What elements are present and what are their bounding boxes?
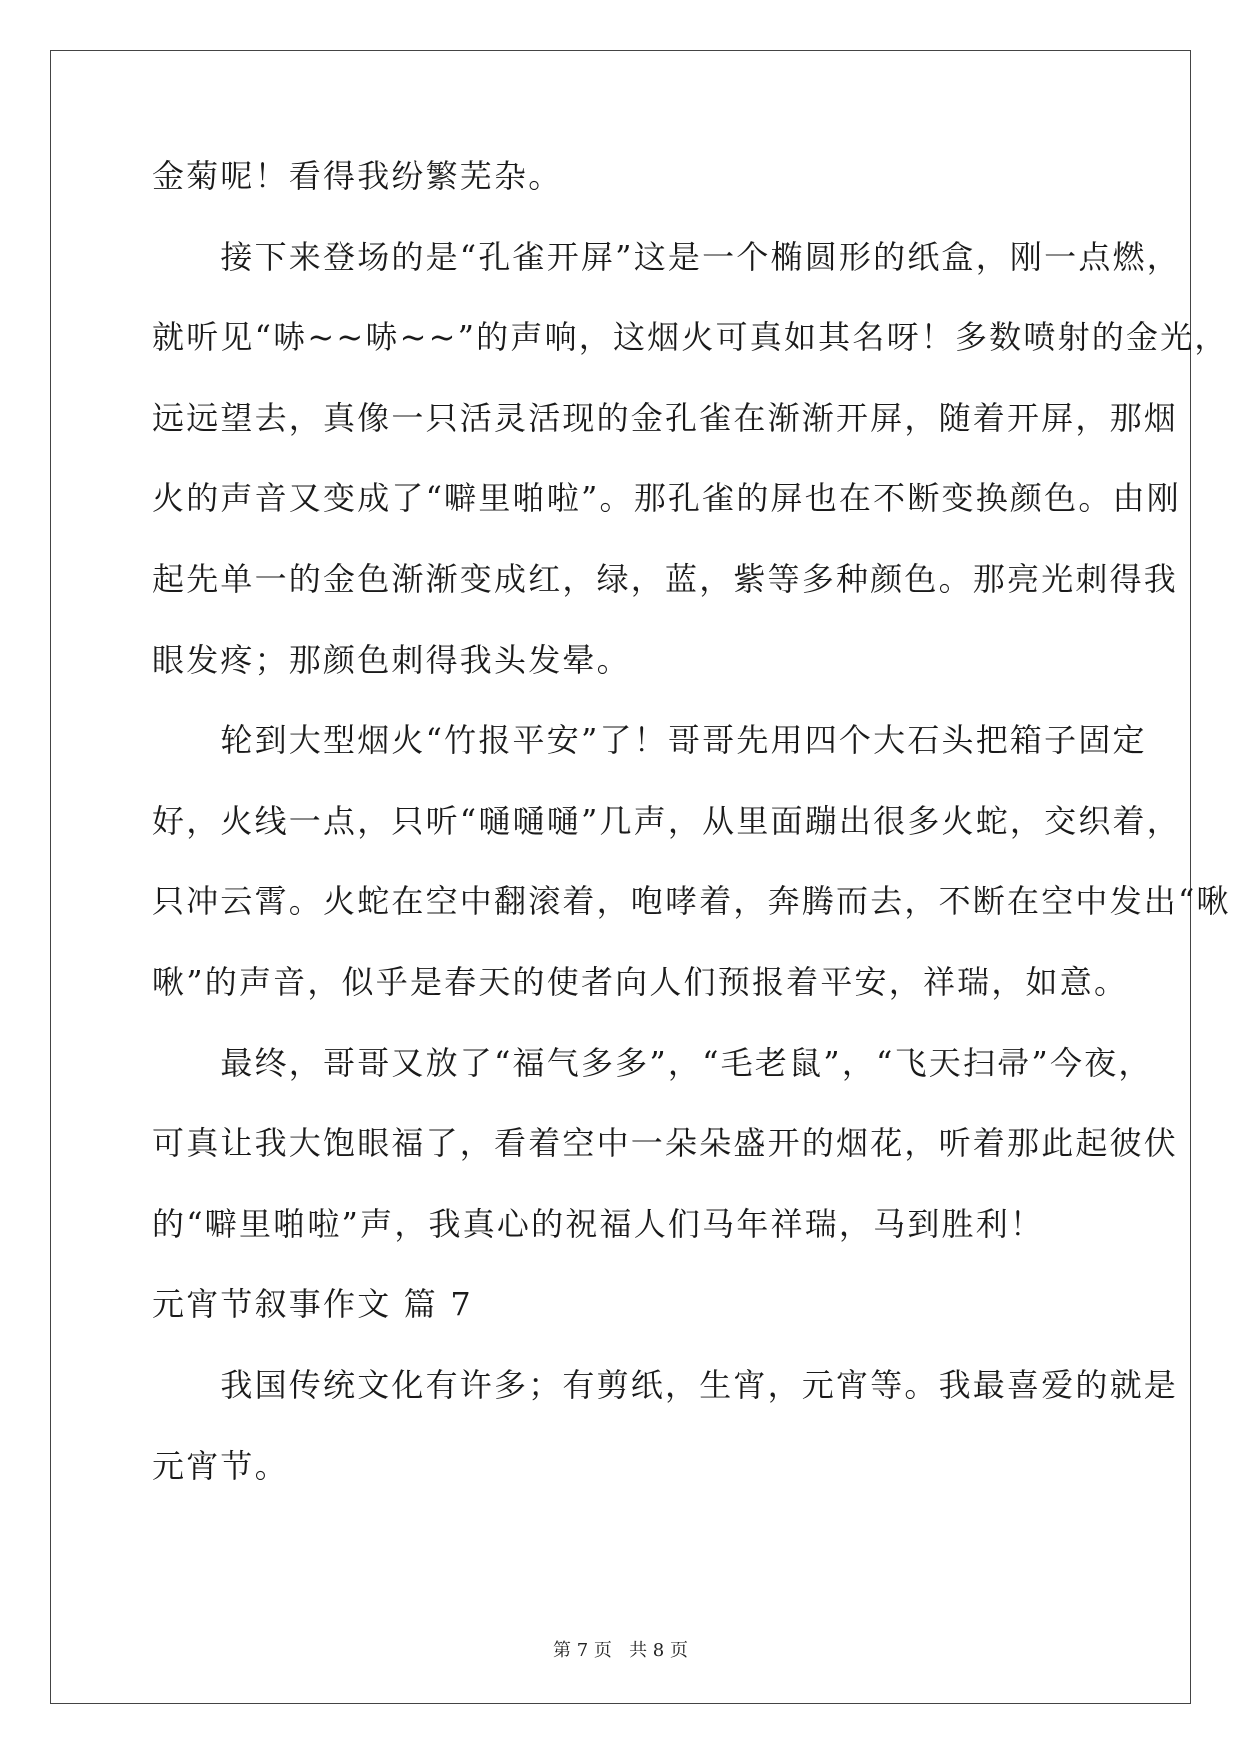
text-line-7: 眼发疼；那颜色刺得我头发晕。 (152, 640, 631, 679)
text-line-12: 最终，哥哥又放了“福气多多”，“毛老鼠”，“飞天扫帚”今夜， (152, 1043, 1153, 1082)
text-line-17: 元宵节。 (152, 1446, 289, 1485)
section-heading: 元宵节叙事作文 篇 7 (152, 1285, 473, 1324)
page-total: 共 8 页 (629, 1640, 688, 1661)
text-line-4: 远远望去，真像一只活灵活现的金孔雀在渐渐开屏，随着开屏，那烟 (152, 398, 1179, 437)
text-line-5: 火的声音又变成了“噼里啪啦”。那孔雀的屏也在不断变换颜色。由刚 (152, 479, 1181, 518)
text-line-11: 啾”的声音，似乎是春天的使者向人们预报着平安，祥瑞，如意。 (152, 962, 1129, 1001)
page-footer (0, 1636, 1241, 1662)
text-line-3: 就听见“哧~~哧~~”的声响，这烟火可真如其名呀！多数喷射的金光， (152, 318, 1229, 357)
text-line-2: 接下来登场的是“孔雀开屏”这是一个椭圆形的纸盒，刚一点燃， (152, 237, 1181, 276)
document-body (152, 157, 1231, 1530)
text-line-8: 轮到大型烟火“竹报平安”了！哥哥先用四个大石头把箱子固定 (152, 721, 1147, 760)
text-line-10: 只冲云霄。火蛇在空中翻滚着，咆哮着，奔腾而去，不断在空中发出“啾 (152, 882, 1231, 921)
text-line-6: 起先单一的金色渐渐变成红，绿，蓝，紫等多种颜色。那亮光刺得我 (152, 559, 1179, 598)
text-line-13: 可真让我大饱眼福了，看着空中一朵朵盛开的烟花，听着那此起彼伏 (152, 1124, 1179, 1163)
page-number: 第 7 页 (553, 1640, 612, 1661)
text-line-16: 我国传统文化有许多；有剪纸，生宵，元宵等。我最喜爱的就是 (152, 1365, 1179, 1404)
text-line-9: 好，火线一点，只听“嗵嗵嗵”几声，从里面蹦出很多火蛇，交织着， (152, 801, 1181, 840)
text-line-1: 金菊呢！看得我纷繁芜杂。 (152, 157, 563, 195)
text-line-14: 的“噼里啪啦”声，我真心的祝福人们马年祥瑞，马到胜利！ (152, 1204, 1045, 1243)
